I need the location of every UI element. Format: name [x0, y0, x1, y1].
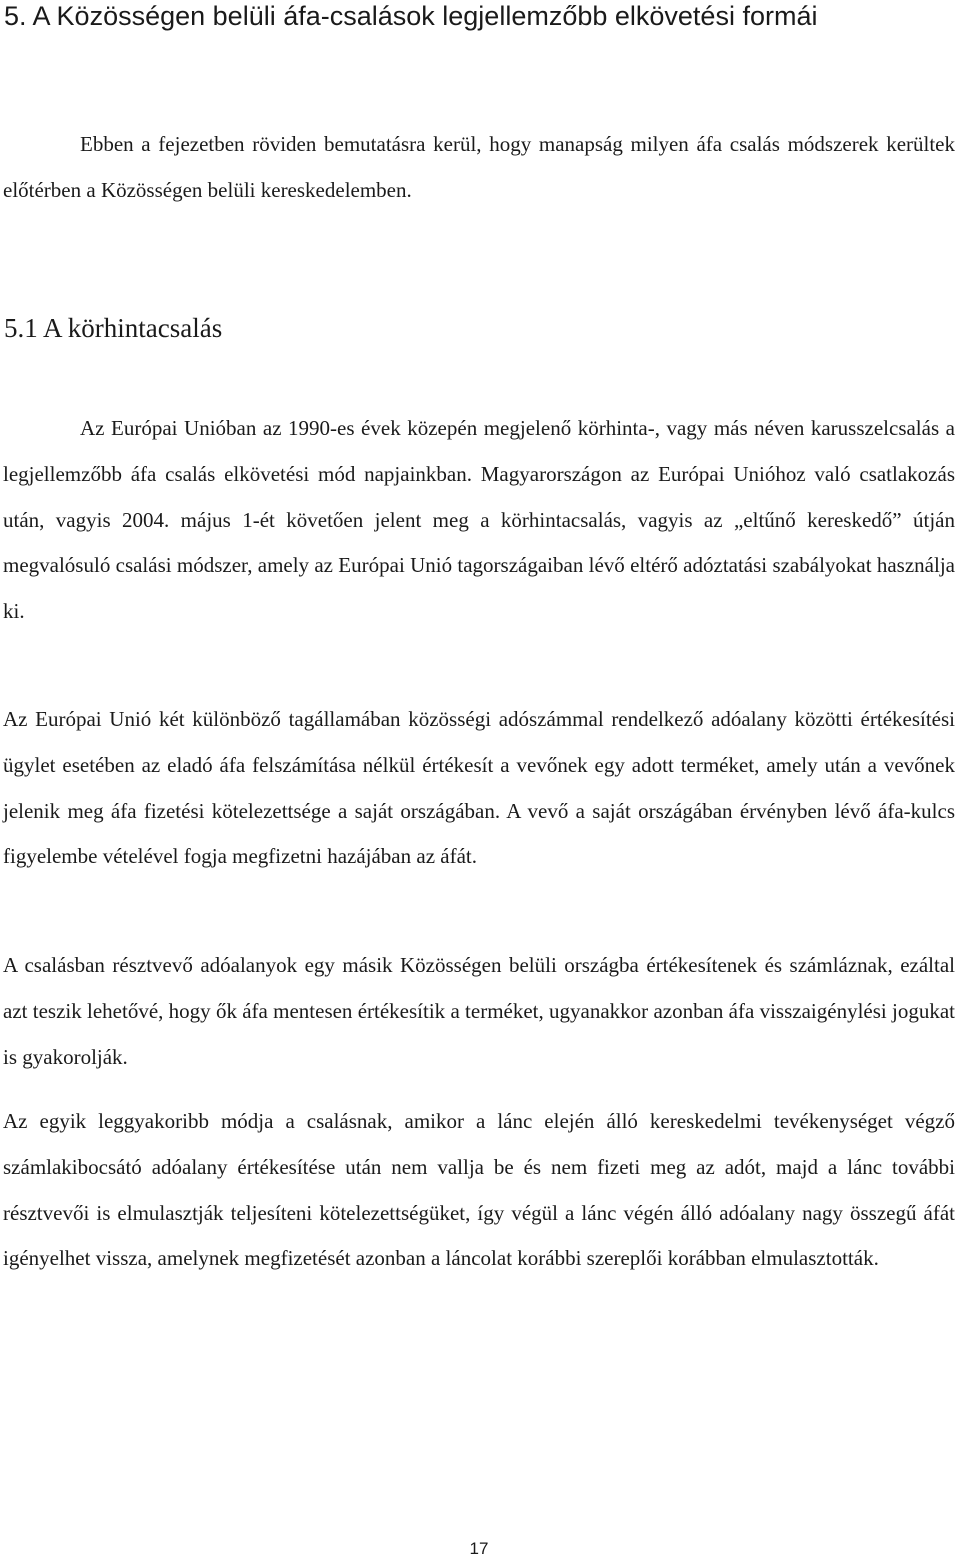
body-paragraph: Az Európai Unió két különböző tagállamában közösségi adószámmal rendelkező adóalany közötti értékesítési ügylet esetében az eladó áfa felszámítása nélkül értékesít a vevőnek egy adott terméket, amely után a vevőnek jelenik meg áfa fizetési kötelezettsége a saját országában. A vevő a saját országában érvényben lévő áfa-kulcs figyelembe vételével fogja megfizetni hazájában az áfát.	[3, 707, 955, 869]
section-title: 5.1 A körhintacsalás	[4, 313, 223, 343]
body-paragraph: Az Európai Unióban az 1990-es évek közepén megjelenő körhinta-, vagy más néven karusszelcsalás a legjellemzőbb áfa csalás elkövetési mód napjainkban. Magyarországon az Európai Unióhoz való csatlakozás után, vagyis 2004. május 1-ét követően jelent meg a körhintacsalás, vagyis az „eltűnő kereskedő” útján megvalósuló csalási módszer, amely az Európai Unió tagországaiban lévő eltérő adóztatási szabályokat használja ki.	[3, 416, 955, 624]
body-paragraph: A csalásban résztvevő adóalanyok egy másik Közösségen belüli országba értékesítenek és számláznak, ezáltal azt teszik lehetővé, hogy ők áfa mentesen értékesítik a terméket, ugyanakkor azonban áfa visszaigénylési jogukat is gyakorolják.	[3, 953, 955, 1069]
chapter-title: 5. A Közösségen belüli áfa-csalások legjellemzőbb elkövetési formái	[4, 1, 818, 31]
body-paragraph: Az egyik leggyakoribb módja a csalásnak, amikor a lánc elején álló kereskedelmi tevékenységet végző számlakibocsátó adóalany értékesítése után nem vallja be és nem fizeti meg az adót, majd a lánc további résztvevői is elmulasztják teljesíteni kötelezettségüket, így végül a lánc végén álló adóalany nagy összegű áfát igényelhet vissza, amelynek megfizetését azonban a láncolat korábbi szereplői korábban elmulasztották.	[3, 1109, 955, 1271]
intro-paragraph: Ebben a fejezetben röviden bemutatásra kerül, hogy manapság milyen áfa csalás módszerek kerültek előtérben a Közösségen belüli kereskedelemben.	[3, 132, 955, 202]
page-number: 17	[469, 1539, 489, 1558]
